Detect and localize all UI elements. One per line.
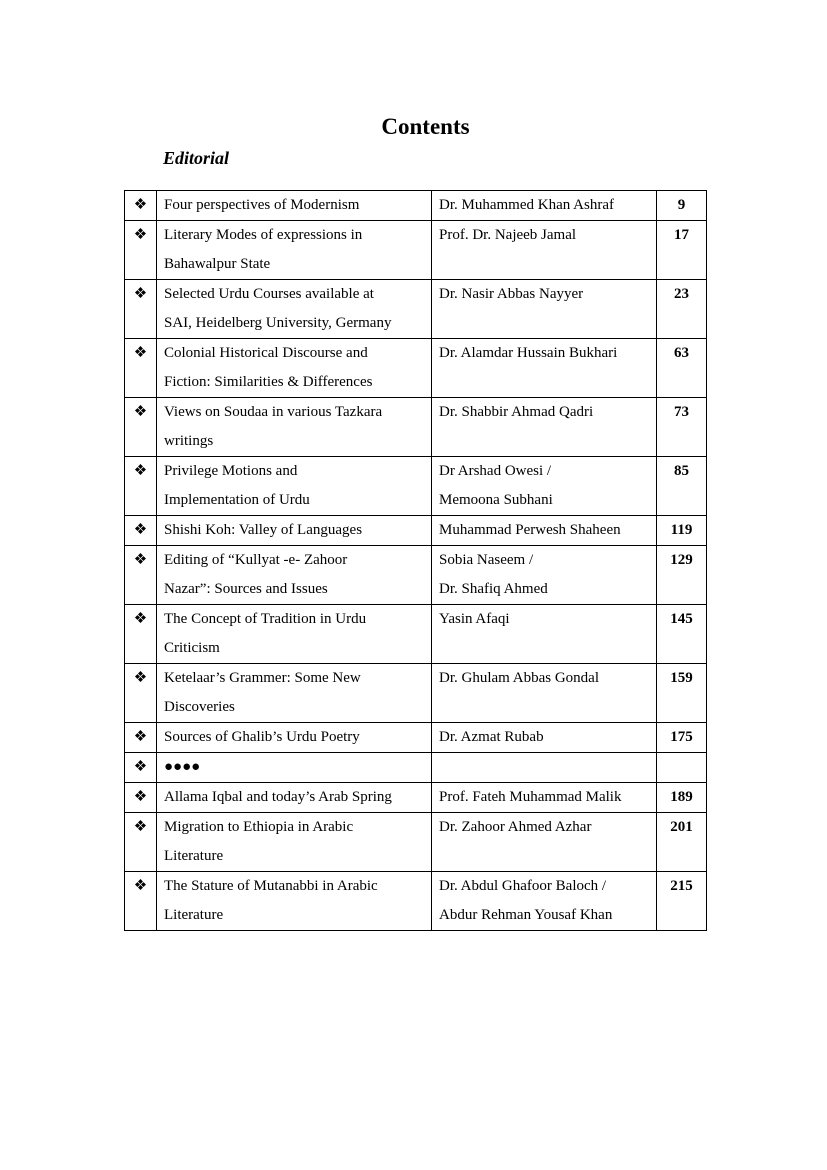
entry-title-line: The Concept of Tradition in Urdu: [164, 611, 367, 627]
entry-title-line: writings: [164, 433, 214, 449]
entry-title-line: Literature: [164, 907, 224, 923]
entry-title-line: SAI, Heidelberg University, Germany: [164, 315, 392, 331]
bullet-icon: ❖: [125, 516, 157, 546]
bullet-icon: ❖: [125, 398, 157, 457]
table-row: [125, 339, 707, 398]
entry-title-line: Privilege Motions and: [164, 463, 298, 479]
entry-author-line: Dr. Shafiq Ahmed: [439, 581, 548, 597]
table-row: [125, 664, 707, 723]
entry-title-line: Literature: [164, 848, 224, 864]
entry-author-line: Dr. Shabbir Ahmad Qadri: [439, 404, 594, 420]
entry-author-line: Dr. Zahoor Ahmed Azhar: [439, 819, 592, 835]
entry-title-line: Migration to Ethiopia in Arabic: [164, 819, 354, 835]
entry-title: [157, 753, 432, 783]
entry-page-number: 145: [657, 605, 707, 664]
bullet-icon: ❖: [125, 191, 157, 221]
entry-author: [432, 723, 657, 753]
entry-author-line: Dr. Ghulam Abbas Gondal: [439, 670, 599, 686]
table-row: [125, 457, 707, 516]
table-row: [125, 280, 707, 339]
table-row: [125, 546, 707, 605]
contents-table-body: [125, 191, 707, 931]
entry-author: [432, 664, 657, 723]
entry-author: [432, 191, 657, 221]
entry-author-line: Yasin Afaqi: [439, 611, 510, 627]
entry-author: [432, 457, 657, 516]
entry-author-line: Muhammad Perwesh Shaheen: [439, 522, 621, 538]
entry-author-line: [439, 753, 649, 782]
table-row: [125, 221, 707, 280]
entry-author-line: Sobia Naseem /: [439, 552, 534, 568]
bullet-icon: ❖: [125, 280, 157, 339]
entry-title: [157, 457, 432, 516]
entry-title-line: The Stature of Mutanabbi in Arabic: [164, 878, 378, 894]
bullet-icon: ❖: [125, 457, 157, 516]
entry-title-line: Fiction: Similarities & Differences: [164, 374, 373, 390]
entry-title: [157, 339, 432, 398]
entry-page-number: [657, 753, 707, 783]
entry-author: [432, 221, 657, 280]
entry-title-line: Criticism: [164, 640, 220, 656]
bullet-icon: ❖: [125, 872, 157, 931]
entry-title: [157, 191, 432, 221]
entry-title: [157, 516, 432, 546]
entry-title-line: Colonial Historical Discourse and: [164, 345, 368, 361]
entry-title: [157, 398, 432, 457]
entry-author-line: Dr. Azmat Rubab: [439, 729, 544, 745]
entry-page-number: 129: [657, 546, 707, 605]
entry-title-line: Literary Modes of expressions in: [164, 227, 363, 243]
entry-title-line: Shishi Koh: Valley of Languages: [164, 522, 363, 538]
bullet-icon: ❖: [125, 546, 157, 605]
entry-page-number: 85: [657, 457, 707, 516]
entry-title-line: Nazar”: Sources and Issues: [164, 581, 328, 597]
entry-title: [157, 546, 432, 605]
entry-author: [432, 783, 657, 813]
table-row: [125, 398, 707, 457]
bullet-icon: ❖: [125, 753, 157, 783]
entry-author: [432, 753, 657, 783]
entry-author-line: Abdur Rehman Yousaf Khan: [439, 907, 613, 923]
bullet-icon: ❖: [125, 605, 157, 664]
entry-page-number: 17: [657, 221, 707, 280]
entry-author: [432, 339, 657, 398]
entry-title: [157, 605, 432, 664]
bullet-icon: ❖: [125, 813, 157, 872]
entry-title-line: Ketelaar’s Grammer: Some New: [164, 670, 361, 686]
entry-author-line: Dr. Muhammed Khan Ashraf: [439, 197, 614, 213]
entry-page-number: 63: [657, 339, 707, 398]
entry-author-line: Dr. Alamdar Hussain Bukhari: [439, 345, 618, 361]
entry-author: [432, 872, 657, 931]
entry-page-number: 23: [657, 280, 707, 339]
entry-page-number: 189: [657, 783, 707, 813]
table-row: [125, 872, 707, 931]
entry-author-line: Dr. Nasir Abbas Nayyer: [439, 286, 584, 302]
entry-title: [157, 813, 432, 872]
entry-author-line: Prof. Fateh Muhammad Malik: [439, 789, 622, 805]
contents-table: [124, 190, 707, 931]
entry-author: [432, 398, 657, 457]
entry-title: [157, 783, 432, 813]
entry-author-line: Prof. Dr. Najeeb Jamal: [439, 227, 577, 243]
entry-author: [432, 605, 657, 664]
entry-title-line: Discoveries: [164, 699, 235, 715]
table-row: [125, 516, 707, 546]
entry-title-line: Implementation of Urdu: [164, 492, 310, 508]
entry-title-line: Views on Soudaa in various Tazkara: [164, 404, 383, 420]
entry-title-line: Four perspectives of Modernism: [164, 197, 360, 213]
entry-title: [157, 280, 432, 339]
entry-page-number: 119: [657, 516, 707, 546]
entry-author-line: Memoona Subhani: [439, 492, 553, 508]
entry-title-line: Allama Iqbal and today’s Arab Spring: [164, 789, 392, 805]
bullet-icon: ❖: [125, 783, 157, 813]
entry-page-number: 9: [657, 191, 707, 221]
entry-page-number: 73: [657, 398, 707, 457]
entry-page-number: 215: [657, 872, 707, 931]
entry-title: [157, 221, 432, 280]
bullet-icon: ❖: [125, 723, 157, 753]
bullet-icon: ❖: [125, 664, 157, 723]
entry-author: [432, 516, 657, 546]
entry-author: [432, 813, 657, 872]
entry-title-line: Bahawalpur State: [164, 256, 271, 272]
entry-title: [157, 872, 432, 931]
entry-page-number: 175: [657, 723, 707, 753]
table-row: [125, 753, 707, 783]
bullet-icon: ❖: [125, 221, 157, 280]
entry-title: [157, 723, 432, 753]
table-row: [125, 191, 707, 221]
bullet-icon: ❖: [125, 339, 157, 398]
entry-title-line: Selected Urdu Courses available at: [164, 286, 374, 302]
entry-title-line: Sources of Ghalib’s Urdu Poetry: [164, 729, 360, 745]
table-row: [125, 723, 707, 753]
section-subtitle: Editorial: [163, 148, 230, 168]
entry-author: [432, 546, 657, 605]
table-row: [125, 605, 707, 664]
entry-title-line: Editing of “Kullyat -e- Zahoor: [164, 552, 348, 568]
table-row: [125, 783, 707, 813]
entry-author-line: Dr. Abdul Ghafoor Baloch /: [439, 878, 607, 894]
entry-page-number: 201: [657, 813, 707, 872]
entry-title: [157, 664, 432, 723]
table-row: [125, 813, 707, 872]
entry-author: [432, 280, 657, 339]
entry-author-line: Dr Arshad Owesi /: [439, 463, 552, 479]
page-title: Contents: [381, 114, 470, 139]
entry-title-line: ●●●●: [164, 759, 201, 775]
entry-page-number: 159: [657, 664, 707, 723]
